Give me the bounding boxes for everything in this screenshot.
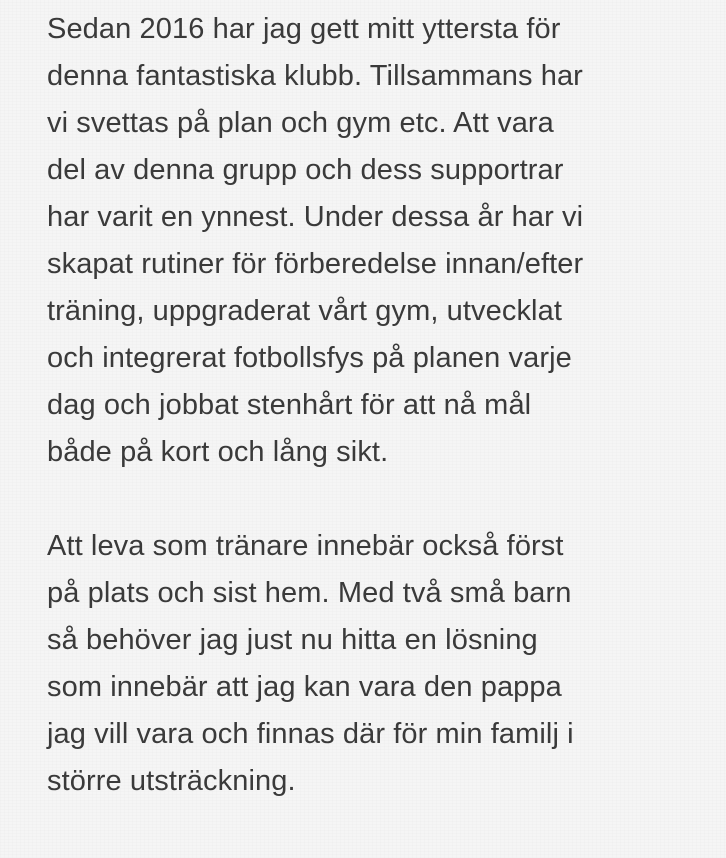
text-line: dag och jobbat stenhårt för att nå mål: [47, 389, 532, 421]
paragraph-2: [47, 523, 717, 805]
text-line: och integrerat fotbollsfys på planen varje: [47, 342, 572, 374]
text-line: som innebär att jag kan vara den pappa: [47, 671, 562, 703]
text-line: har varit en ynnest. Under dessa år har vi: [47, 201, 584, 233]
text-line: jag vill vara och finnas där för min familj i: [47, 718, 574, 750]
text-line: på plats och sist hem. Med två små barn: [47, 577, 572, 609]
text-line: denna fantastiska klubb. Tillsammans har: [47, 60, 583, 92]
paragraph-1: [47, 6, 717, 476]
note-text: [47, 6, 717, 805]
text-line: både på kort och lång sikt.: [47, 436, 389, 468]
paragraph-spacer: [47, 476, 717, 523]
text-line: skapat rutiner för förberedelse innan/efter: [47, 248, 584, 280]
text-line: Sedan 2016 har jag gett mitt yttersta för: [47, 13, 561, 45]
text-line: så behöver jag just nu hitta en lösning: [47, 624, 538, 656]
text-line: del av denna grupp och dess supportrar: [47, 154, 564, 186]
text-line: Att leva som tränare innebär också först: [47, 530, 564, 562]
text-line: större utsträckning.: [47, 765, 296, 797]
text-line: vi svettas på plan och gym etc. Att vara: [47, 107, 554, 139]
text-line: träning, uppgraderat vårt gym, utvecklat: [47, 295, 562, 327]
